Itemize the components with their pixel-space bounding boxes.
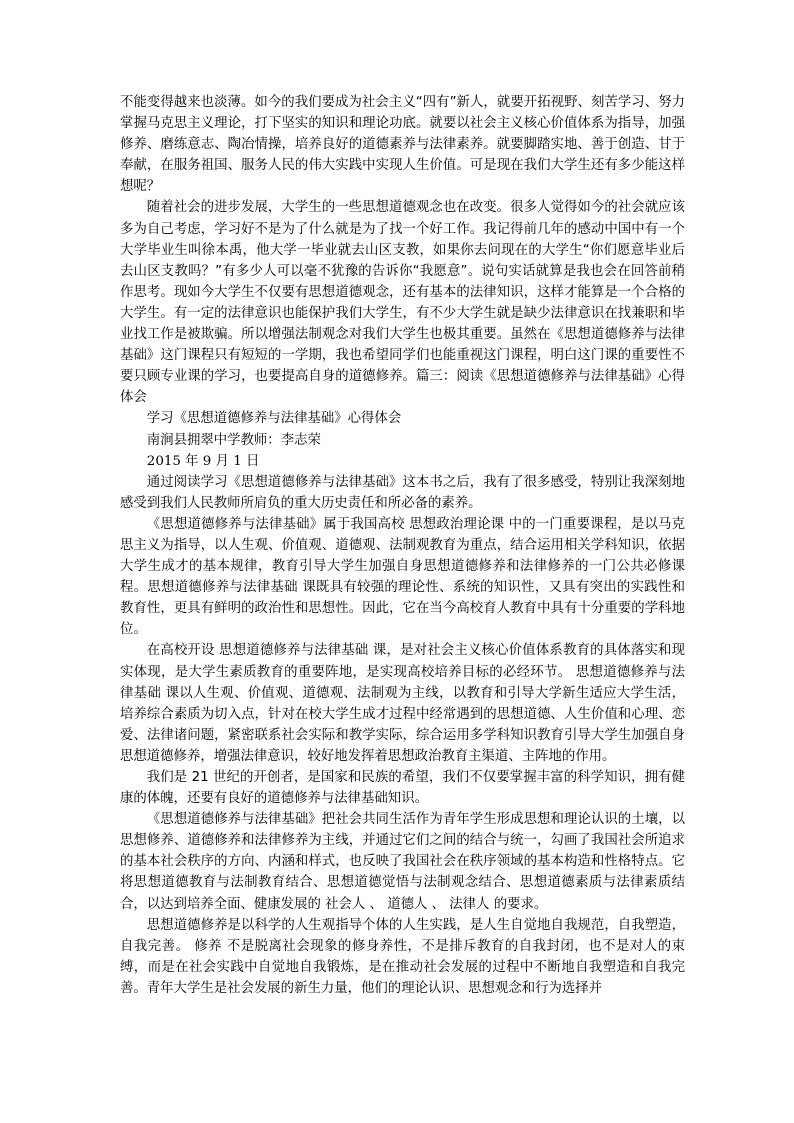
paragraph-continuation: 不能变得越来也淡薄。如今的我们要成为社会主义“四有”新人，就要开拓视野、刻苦学习、努力掌握马克思主义理论，打下坚实的知识和理论功底。就要以社会主义核心价值体系为指导，加强修养、磨练意志、陶冶情操，培养良好的道德素养与法律素养。就要脚踏实地、善于创造、甘于奉献，在服务祖国、服务人民的伟大实践中实现人生价值。可是现在我们大学生还有多少能这样想呢？ bbox=[120, 95, 685, 195]
document-body bbox=[120, 92, 685, 999]
paragraph-21st-century: 我们是 21 世纪的开创者，是国家和民族的希望，我们不仅要掌握丰富的科学知识，拥有健康的体魄，还要有良好的道德修养与法律基础知识。 bbox=[120, 770, 685, 807]
paragraph-moral-cultivation: 思想道德修养是以科学的人生观指导个体的人生实践，是人生自觉地自我规范，自我塑造，自我完善。 修养 不是脱离社会现象的修身养性，不是排斥教育的自我封闭，也不是对人的束缚，而是在社会实践中自觉地自我锻炼，是在推动社会发展的过程中不断地自我塑造和自我完善。青年大学生是社会发展的新生力量，他们的理论认识、思想观念和行为选择并 bbox=[120, 917, 685, 996]
paragraph-course-significance: 在高校开设 思想道德修养与法律基础 课，是对社会主义核心价值体系教育的具体落实和现实体现，是大学生素质教育的重要阵地，是实现高校培养目标的必经环节。 思想道德修养与法律基础 课以人生观、价值观、道德观、法制观为主线，以教育和引导大学新生适应大学生活，培养综合素质为切入点，针对在校大学生成才过程中经常遇到的思想道德、人生价值和心理、恋爱、法律诸问题，紧密联系社会实际和教学实际，综合运用多学科知识教育引导大学生加强自身思想道德修养，增强法律意识，较好地发挥着思想政治教育主渠道、主阵地的作用。 bbox=[120, 643, 685, 764]
paragraph-reading-feelings: 通过阅读学习《思想道德修养与法律基础》这本书之后，我有了很多感受，特别让我深刻地感受到我们人民教师所肩负的重大历史责任和所必备的素养。 bbox=[120, 474, 685, 511]
paragraph-course-intro: 《思想道德修养与法律基础》属于我国高校 思想政治理论课 中的一门重要课程，是以马克思主义为指导，以人生观、价值观、道德观、法制观教育为重点，结合运用相关学科知识，依据大学生成才的基本规律，教育引导大学生加强自身思想道德修养和法律修养的一门公共必修课程。思想道德修养与法律基础 课既具有较强的理论性、系统的知识性，又具有突出的实践性和教育性，更具有鲜明的政治性和思想性。因此，它在当今高校育人教育中具有十分重要的学科地位。 bbox=[120, 516, 685, 638]
essay-date: 2015 年 9 月 1 日 bbox=[146, 453, 260, 469]
paragraph-social-change: 随着社会的进步发展，大学生的一些思想道德观念也在改变。很多人觉得如今的社会就应该多为自己考虑，学习好不是为了什么就是为了找一个好工作。我记得前几年的感动中国中有一个大学毕业生叫徐本禹，他大学一毕业就去山区支教，如果你去问现在的大学生“你们愿意毕业后去山区支教吗？”有多少人可以毫不犹豫的告诉你“我愿意”。说句实话就算是我也会在回答前稍作思考。现如今大学生不仅要有思想道德观念，还有基本的法律知识，这样才能算是一个合格的大学生。有一定的法律意识也能保护我们大学生，有不少大学生就是缺少法律意识在找兼职和毕业找工作是被欺骗。所以增强法制观念对我们大学生也极其重要。虽然在《思想道德修养与法律基础》这门课程只有短短的一学期，我也希望同学们也能重视这门课程，明白这门课的重要性不要只顾专业课的学习，也要提高自身的道德修养。篇三：阅读《思想道德修养与法律基础》心得体会 bbox=[120, 200, 685, 406]
essay-author: 南涧县拥翠中学教师：李志荣 bbox=[146, 432, 321, 448]
paragraph-social-life: 《思想道德修养与法律基础》把社会共同生活作为青年学生形成思想和理论认识的土壤，以思想修养、道德修养和法律修养为主线，并通过它们之间的结合与统一，勾画了我国社会所追求的基本社会秩序的方向、内涵和样式，也反映了我国社会在秩序领域的基本构造和性格特点。它将思想道德教育与法制教育结合、思想道德觉悟与法制观念结合、思想道德素质与法律素质结合，以达到培养全面、健康发展的 社会人 、 道德人 、 法律人 的要求。 bbox=[120, 812, 685, 912]
essay-title: 学习《思想道德修养与法律基础》心得体会 bbox=[146, 411, 402, 427]
